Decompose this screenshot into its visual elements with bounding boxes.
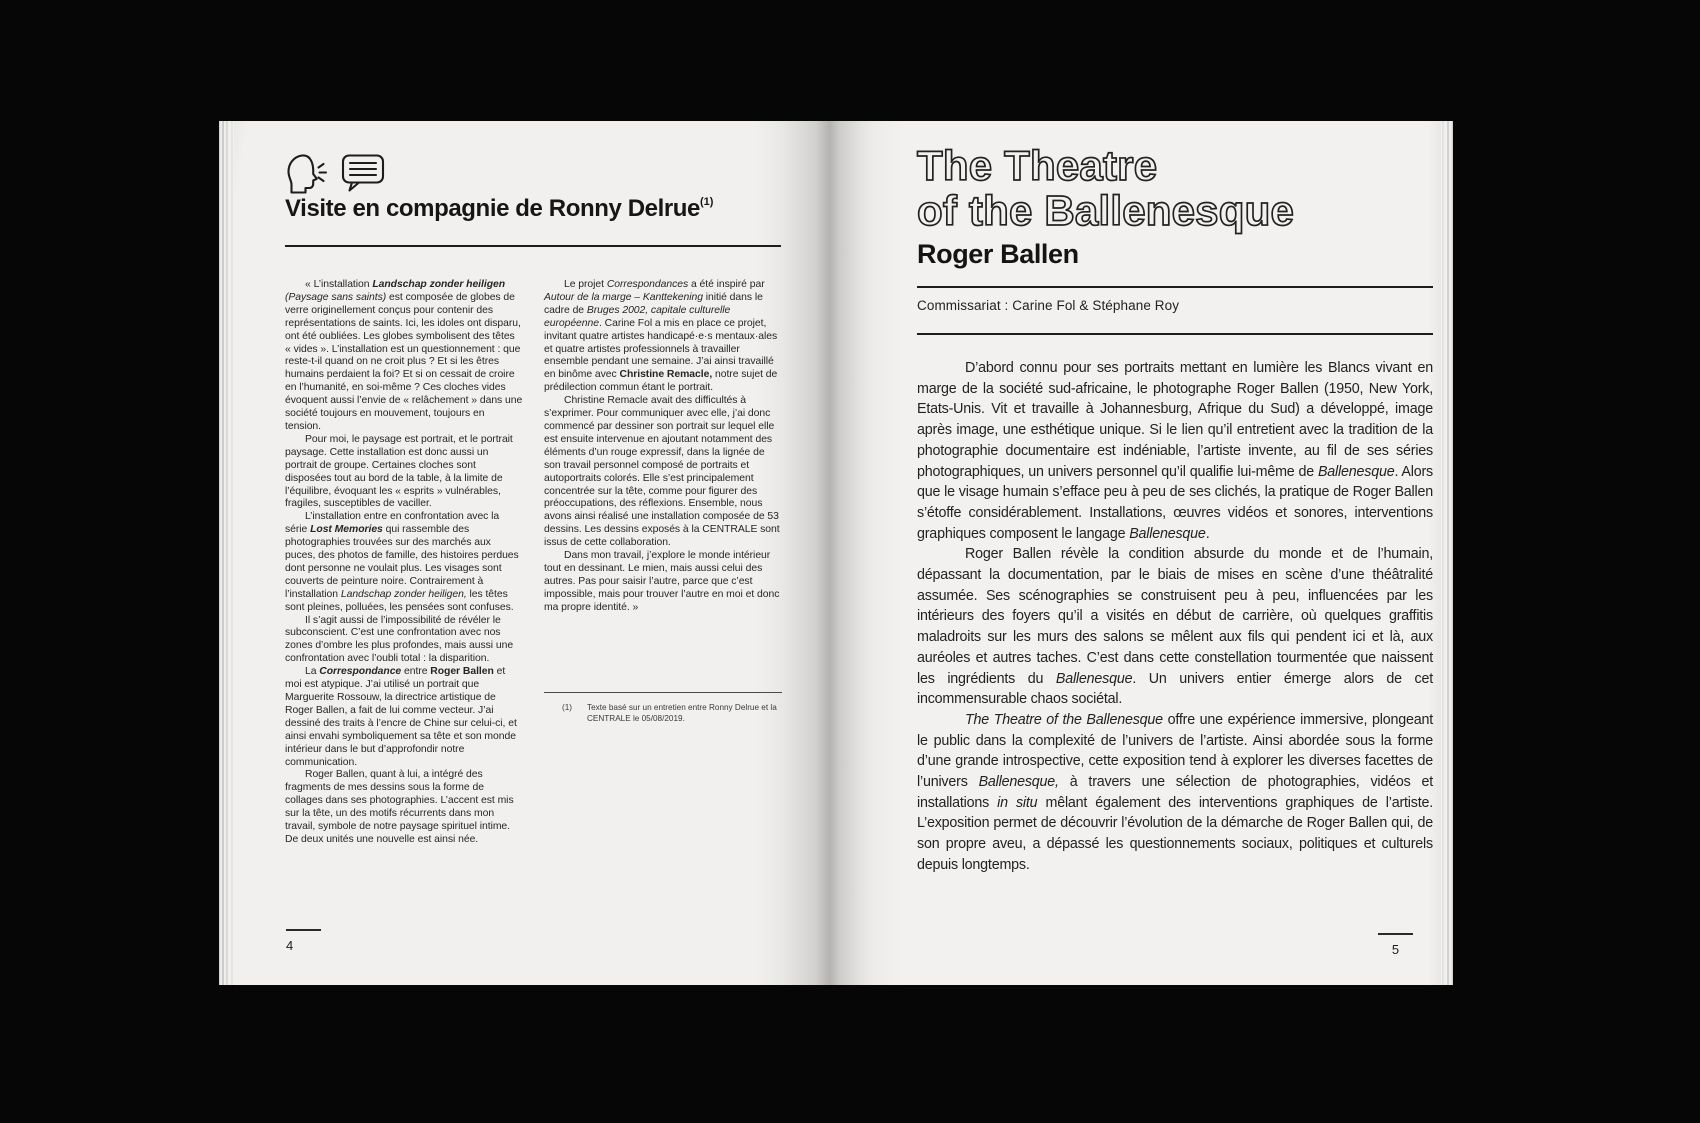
artist-name: Roger Ballen bbox=[917, 239, 1079, 269]
paragraph: L’installation entre en confrontation avec la série Lost Memories qui rassemble des photographies trouvées sur des marchés aux puces, des photos de famille, des histoires perdues dont personne ne voulait plus. Les visages sont couverts de peinture noire. Contrairement à l’installation Landschap zonder heiligen, les têtes sont pleines, polluées, les pensées sont confuses. bbox=[285, 511, 519, 613]
header-divider-bottom bbox=[917, 333, 1433, 335]
footnote-reference: (1) bbox=[700, 196, 714, 208]
page-number-left: 4 bbox=[286, 938, 294, 953]
paragraph: La Correspondance entre Roger Ballen et moi est atypique. J’ai utilisé un portrait que Marguerite Rossouw, la directrice artistique de Roger Ballen, a fait de lui comme vecteur. J’ai dessiné des traits à l’encre de Chine sur celui-ci, et ainsi envahi symboliquement sa tête et son monde intérieur dans le but d’approfondir notre communication. bbox=[285, 666, 517, 768]
page-number-rule bbox=[286, 929, 321, 931]
page-number-rule bbox=[1378, 933, 1413, 935]
paragraph: The Theatre of the Ballenesque offre une expérience immersive, plongeant le public dans la complexité de l’univers de l’artiste. Ainsi abordée sous la forme d’une grande introspective, cette exposition tend à explorer les diverses facettes de l’univers Ballenesque, à travers une sélection de photographies, vidéos et installations in situ mêlant également des interventions graphiques de l’artiste. L’exposition permet de découvrir l’évolution de la démarche de Roger Ballen qui, de son propre aveu, a dépassé les questionnements sociaux, politiques et culturels depuis longtemps. bbox=[917, 711, 1434, 873]
paragraph: Christine Remacle avait des difficultés à s’exprimer. Pour communiquer avec elle, j’ai donc commencé par dessiner son portrait sur lequel elle est ensuite intervenue en ajoutant notamment des éléments d’un rouge expressif, dans la lignée de son travail personnel composé de portraits et autoportraits colorés. Elle s’est principalement concentrée sur la tête, comme pour figurer des préoccupations, des réflexions. Ensemble, nous avons ainsi réalisé une installation composée de 53 dessins. Les dessins exposés à la CENTRALE sont issus de cette collaboration. bbox=[544, 395, 780, 549]
text-column-1 bbox=[285, 279, 523, 847]
title-divider bbox=[285, 245, 781, 247]
footnote-marker: (1) bbox=[562, 703, 573, 712]
page-edge-stack-left bbox=[219, 121, 234, 985]
paragraph: Roger Ballen, quant à lui, a intégré des fragments de mes dessins sous la forme de collages dans ses photographies. L’accent est mis sur la tête, un des motifs récurrents dans mon travail, symbole de notre paysage spirituel intime. De deux unités une nouvelle est ainsi née. bbox=[285, 769, 514, 845]
footnote bbox=[562, 703, 787, 724]
page-number-right: 5 bbox=[1391, 942, 1400, 957]
article-title-text: Visite en compagnie de Ronny Delrue bbox=[285, 195, 701, 222]
paragraph: D’abord connu pour ses portraits mettant en lumière les Blancs vivant en marge de la société sud-africaine, le photographe Roger Ballen (1950, New York, Etats-Unis. Vit et travaille à Johannesburg, Afrique du Sud) a développé, image après image, une esthétique unique. Si le lien qu’il entretient avec la tradition de la photographie documentaire est indéniable, l’artiste invente, au fil de ses séries photographiques, un univers personnel qu’il qualifie lui-même de Ballenesque. Alors que le visage humain s’efface peu à peu de ses clichés, la pratique de Roger Ballen s’étoffe considérablement. Installations, œuvres vidéos et sonores, interventions graphiques composent le langage Ballenesque. bbox=[917, 360, 1433, 542]
article-title bbox=[285, 195, 713, 223]
exhibition-title-line2: of the Ballenesque bbox=[917, 187, 1295, 234]
footnote-text: Texte basé sur un entretien entre Ronny Delrue et la CENTRALE le 05/08/2019. bbox=[587, 703, 777, 723]
exhibition-title-line1: The Theatre bbox=[917, 142, 1158, 189]
paragraph: Pour moi, le paysage est portrait, et le portrait paysage. Cette installation est donc aussi un portrait de groupe. Certaines cloches sont disposées tout au bord de la table, à la limite de l’équilibre, évoquant les « esprits » vulnérables, fragiles, susceptibles de vaciller. bbox=[285, 433, 513, 510]
paragraph: Dans mon travail, j’explore le monde intérieur tout en dessinant. Le mien, mais aussi celui des autres. Pas pour saisir l’autre, parce que c’est impossible, mais pour trouver l’autre en moi et donc ma propre identité. » bbox=[544, 550, 780, 613]
chapter-icons bbox=[285, 153, 386, 195]
speech-bubble-icon bbox=[340, 153, 386, 193]
body-text bbox=[917, 358, 1433, 876]
page-edge-stack-right bbox=[1441, 121, 1453, 985]
paragraph: Roger Ballen révèle la condition absurde du monde et de l’humain, dépassant la documentation, par le biais de mises en scène d’une théâtralité assumée. Ses scénographies se construisent peu à peu, influencées par les intérieurs des foyers qu’il a visités en début de carrière, où quelques graffitis maladroits sur les murs des salons se mêlent aux fils qui pendent ici et là, aux auréoles et autres taches. C’est dans cette constellation tourmentée que naissent les ingrédients du Ballenesque. Un univers entier émerge alors de cet incommensurable chaos sociétal. bbox=[917, 546, 1433, 708]
paragraph: « L’installation Landschap zonder heiligen (Paysage sans saints) est composée de globes de verre originellement conçus pour contenir des représentations de saints. Ici, les idoles ont disparu, ont été oubliées. Les globes symbolisent des têtes « vides ». L’installation est un questionnement : que reste-t-il quand on ne croit plus ? Et si les êtres humains perdaient la foi? Et si on cessait de croire en l’humanité, en soi-même ? Ces cloches vides évoquent aussi l’envie de « relâchement » dans une société toujours en mouvement, toujours en tension. bbox=[285, 279, 523, 432]
left-page bbox=[219, 121, 829, 985]
exhibition-title bbox=[917, 143, 1294, 233]
paragraph: Il s’agit aussi de l’impossibilité de révéler le subconscient. C’est une confrontation avec nos zones d’ombre les plus profondes, mais aussi une confrontation avec l’oubli total : la disparition. bbox=[285, 614, 514, 665]
book-spread bbox=[219, 121, 1453, 985]
speaking-head-icon bbox=[285, 153, 331, 195]
paragraph: Le projet Correspondances a été inspiré par Autour de la marge – Kanttekening initié dans le cadre de Bruges 2002, capitale culturelle européenne. Carine Fol a mis en place ce projet, invitant quatre artistes handicapé·e·s mentaux·ales et quatre artistes professionnels à travailler ensemble pendant une semaine. J’ai ainsi travaillé en binôme avec Christine Remacle, notre sujet de prédilection commun étant le portrait. bbox=[544, 279, 778, 394]
footnote-divider bbox=[544, 692, 782, 693]
text-column-2 bbox=[544, 279, 782, 615]
curators-line: Commissariat : Carine Fol & Stéphane Roy bbox=[917, 298, 1180, 313]
header-divider-top bbox=[917, 286, 1433, 288]
right-page bbox=[829, 121, 1453, 985]
